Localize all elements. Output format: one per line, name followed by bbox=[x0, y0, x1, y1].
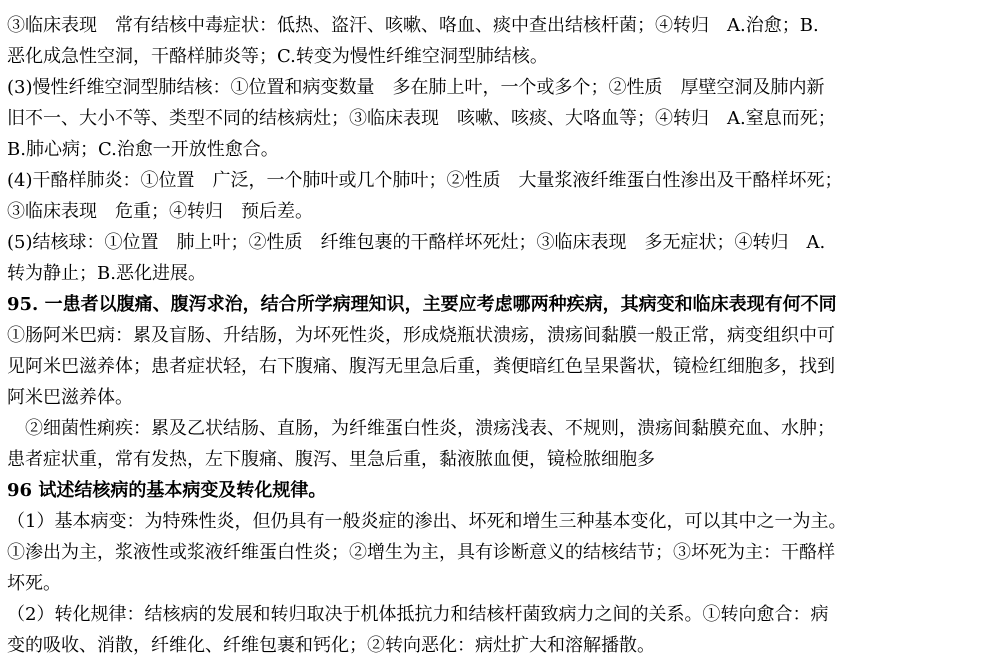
text-line: 患者症状重，常有发热，左下腹痛、腹泻、里急后重，黏液脓血便，镜检脓细胞多 bbox=[7, 449, 655, 470]
text-line: 变的吸收、消散，纤维化、纤维包裹和钙化；②转向恶化：病灶扩大和溶解播散。 bbox=[7, 635, 655, 656]
question-heading: 96 试述结核病的基本病变及转化规律。 bbox=[7, 480, 327, 501]
text-line: 坏死。 bbox=[7, 573, 61, 594]
text-line: （1）基本病变：为特殊性炎，但仍具有一般炎症的渗出、坏死和增生三种基本变化，可以其中之一为主。 bbox=[7, 511, 847, 532]
text-line: B.肺心病；C.治愈一开放性愈合。 bbox=[7, 139, 279, 160]
text-line: 阿米巴滋养体。 bbox=[7, 387, 133, 408]
text-line: 旧不一、大小不等、类型不同的结核病灶；③临床表现 咳嗽、咳痰、大咯血等；④转归 A.窒息而死； bbox=[7, 108, 836, 129]
text-line: （2）转化规律：结核病的发展和转归取决于机体抵抗力和结核杆菌致病力之间的关系。①转向愈合：病 bbox=[7, 604, 829, 625]
text-line: ③临床表现 常有结核中毒症状：低热、盗汗、咳嗽、咯血、痰中查出结核杆菌；④转归 A.治愈；B. bbox=[7, 15, 819, 36]
question-heading: 95. 一患者以腹痛、腹泻求治，结合所学病理知识，主要应考虑哪两种疾病，其病变和临床表现有何不同 bbox=[7, 294, 837, 315]
text-line: 转为静止；B.恶化进展。 bbox=[7, 263, 206, 284]
text-line: ①肠阿米巴病：累及盲肠、升结肠，为坏死性炎，形成烧瓶状溃疡，溃疡间黏膜一般正常，病变组织中可 bbox=[7, 325, 835, 346]
text-line: ①渗出为主，浆液性或浆液纤维蛋白性炎；②增生为主，具有诊断意义的结核结节；③坏死为主：干酪样 bbox=[7, 542, 835, 563]
text-line: (3)慢性纤维空洞型肺结核：①位置和病变数量 多在肺上叶，一个或多个；②性质 厚壁空洞及肺内新 bbox=[7, 77, 825, 98]
text-line: (5)结核球：①位置 肺上叶；②性质 纤维包裹的干酪样坏死灶；③临床表现 多无症状；④转归 A. bbox=[7, 232, 826, 253]
text-line: 见阿米巴滋养体；患者症状轻，右下腹痛、腹泻无里急后重，粪便暗红色呈果酱状，镜检红细胞多，找到 bbox=[7, 356, 835, 377]
text-line: ③临床表现 危重；④转归 预后差。 bbox=[7, 201, 313, 222]
text-line: (4)干酪样肺炎：①位置 广泛，一个肺叶或几个肺叶；②性质 大量浆液纤维蛋白性渗出及干酪样坏死； bbox=[7, 170, 843, 191]
text-line: ②细菌性痢疾：累及乙状结肠、直肠，为纤维蛋白性炎，溃疡浅表、不规则，溃疡间黏膜充血、水肿； bbox=[7, 418, 835, 439]
text-line: 恶化成急性空洞，干酪样肺炎等；C.转变为慢性纤维空洞型肺结核。 bbox=[7, 46, 548, 67]
